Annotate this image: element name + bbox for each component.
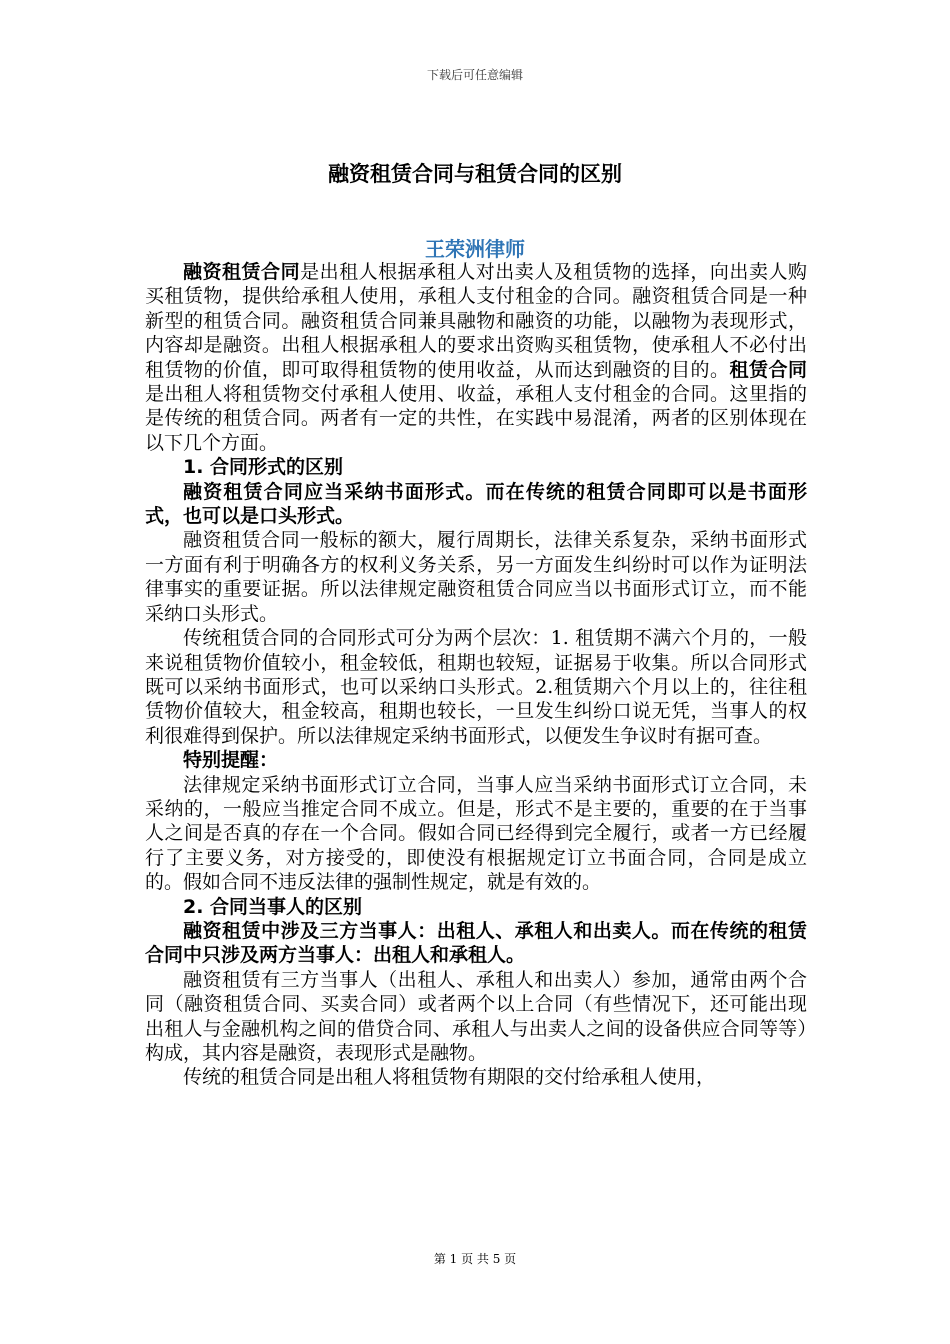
special-note-heading: 特别提醒：: [183, 749, 279, 772]
section-1-paragraph-2: 传统租赁合同的合同形式可分为两个层次：1. 租赁期不满六个月的，一般来说租赁物价值较小，租金较低，租期也较短，证据易于收集。所以合同形式既可以采纳书面形式，也可以采纳口头形式。2.租赁期六个月以上的，往往租赁物价值较大，租金较高，租期也较长，一旦发生纠纷口说无凭，当事人的权利很难得到保护。所以法律规定采纳书面形式，以便发生争议时有据可查。: [145, 627, 807, 747]
document-body: [145, 260, 807, 1090]
intro-text-1: 是出租人根据承租人对出卖人及租赁物的选择，向出卖人购买租赁物，提供给承租人使用，承租人支付租金的合同。融资租赁合同是一种新型的租赁合同。融资租赁合同兼具融物和融资的功能，以融物为表现形式，内容却是融资。出租人根据承租人的要求出资购买租赁物，使承租人不必付出租赁物的价值，即可取得租赁物的使用收益，从而达到融资的目的。: [145, 261, 807, 381]
page-footer: 第 1 页 共 5 页: [433, 1252, 517, 1266]
section-1-summary: 融资租赁合同应当采纳书面形式。而在传统的租赁合同即可以是书面形式，也可以是口头形式。: [145, 480, 807, 528]
page-header: 下载后可任意编辑: [426, 68, 523, 82]
section-heading-2: 2. 合同当事人的区别: [183, 895, 363, 918]
section-2-paragraph-1: 融资租赁有三方当事人（出租人、承租人和出卖人）参加，通常由两个合同（融资租赁合同、买卖合同）或者两个以上合同（有些情况下，还可能出现出租人与金融机构之间的借贷合同、承租人与出卖人之间的设备供应合同等等）构成，其内容是融资，表现形式是融物。: [145, 968, 807, 1064]
paragraph-intro: [145, 260, 807, 455]
section-heading-1: 1. 合同形式的区别: [183, 456, 344, 479]
term-lease-contract: 租赁合同: [729, 358, 807, 381]
term-financial-lease-contract: 融资租赁合同: [183, 261, 301, 283]
section-1-paragraph-1: 融资租赁合同一般标的额大，履行周期长，法律关系复杂，采纳书面形式一方面有利于明确各方的权利义务关系，另一方面发生纠纷时可以作为证明法律事实的重要证据。所以法律规定融资租赁合同应当以书面形式订立，而不能采纳口头形式。: [145, 529, 807, 625]
section-2-paragraph-2: 传统的租赁合同是出租人将租赁物有期限的交付给承租人使用，: [183, 1066, 716, 1089]
section-2-summary: 融资租赁中涉及三方当事人：出租人、承租人和出卖人。而在传统的租赁合同中只涉及两方当事人：出租人和承租人。: [145, 919, 807, 967]
document-title: 融资租赁合同与租赁合同的区别: [328, 161, 622, 186]
special-note-paragraph: 法律规定采纳书面形式订立合同，当事人应当采纳书面形式订立合同，未采纳的，一般应当推定合同不成立。但是，形式不是主要的，重要的在于当事人之间是否真的存在一个合同。假如合同已经得到完全履行，或者一方已经履行了主要义务，对方接受的，即使没有根据规定订立书面合同，合同是成立的。假如合同不违反法律的强制性规定，就是有效的。: [145, 773, 807, 894]
author-name: 王荣洲律师: [425, 237, 525, 261]
intro-text-2: 是出租人将租赁物交付承租人使用、收益，承租人支付租金的合同。这里指的是传统的租赁合同。两者有一定的共性，在实践中易混淆，两者的区别体现在以下几个方面。: [145, 383, 807, 454]
